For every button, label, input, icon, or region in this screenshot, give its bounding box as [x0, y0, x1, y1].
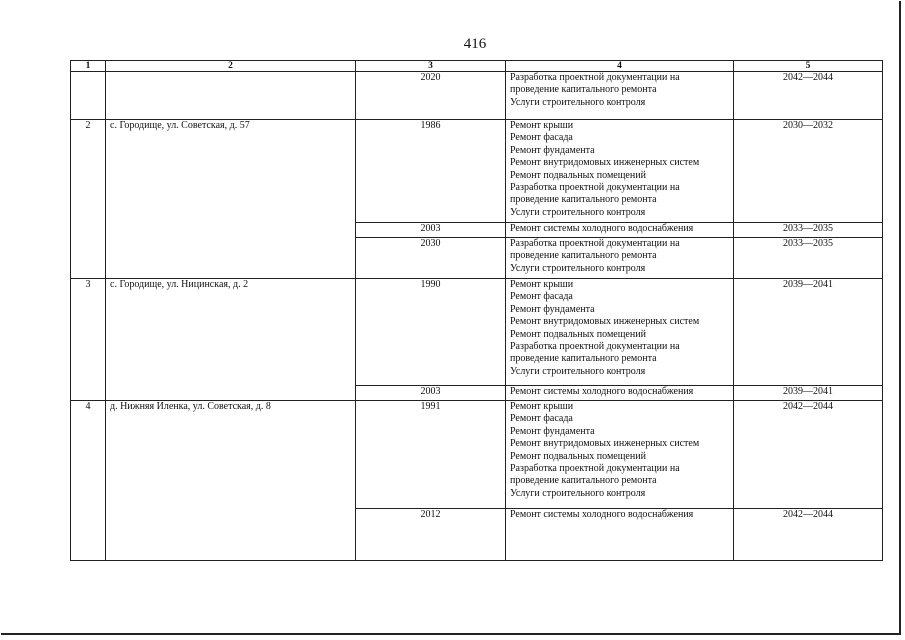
col-header-3: 3: [356, 61, 506, 72]
work-item: Услуги строительного контроля: [510, 206, 646, 218]
works-cell: [506, 401, 734, 509]
address-cell: с. Городище, ул. Ницинская, д. 2: [106, 279, 356, 401]
work-item: проведение капитального ремонта: [510, 475, 657, 487]
year-cell: 2012: [356, 509, 506, 561]
repair-schedule-table: [70, 60, 883, 561]
work-item: Разработка проектной документации на: [510, 463, 680, 475]
year-cell: 2020: [356, 72, 506, 120]
work-item: Разработка проектной документации на: [510, 238, 680, 249]
work-item: Услуги строительного контроля: [510, 365, 646, 377]
work-item: Ремонт фундамента: [510, 425, 595, 437]
row-number: 4: [71, 401, 106, 561]
year-cell: 1991: [356, 401, 506, 509]
address-cell: [106, 72, 356, 120]
period-cell: 2039—2041: [734, 386, 883, 401]
col-header-2: 2: [106, 61, 356, 72]
work-item: проведение капитального ремонта: [510, 250, 657, 262]
works-cell: [506, 72, 734, 120]
work-item: Ремонт крыши: [510, 401, 574, 412]
row-number: 3: [71, 279, 106, 401]
period-cell: 2042—2044: [734, 401, 883, 509]
period-cell: 2042—2044: [734, 72, 883, 120]
work-item: Ремонт фасада: [510, 413, 573, 425]
col-header-4: 4: [506, 61, 734, 72]
work-item: Ремонт фундамента: [510, 144, 595, 156]
work-item: Ремонт системы холодного водоснабжения: [510, 223, 694, 234]
period-cell: 2042—2044: [734, 509, 883, 561]
work-item: Ремонт фундамента: [510, 303, 595, 315]
table-row: [71, 279, 883, 386]
table-header-row: [71, 61, 883, 72]
row-number: [71, 72, 106, 120]
work-item: Ремонт фасада: [510, 132, 573, 144]
work-item: проведение капитального ремонта: [510, 84, 657, 96]
work-item: Ремонт крыши: [510, 279, 574, 290]
work-item: Ремонт подвальных помещений: [510, 169, 646, 181]
works-cell: [506, 386, 734, 401]
work-item: Ремонт фасада: [510, 291, 573, 303]
col-header-5: 5: [734, 61, 883, 72]
work-item: Услуги строительного контроля: [510, 96, 646, 108]
work-item: Ремонт внутридомовых инженерных систем: [510, 316, 700, 328]
work-item: Ремонт внутридомовых инженерных систем: [510, 157, 700, 169]
col-header-1: 1: [71, 61, 106, 72]
work-item: Ремонт системы холодного водоснабжения: [510, 509, 694, 520]
year-cell: 1990: [356, 279, 506, 386]
work-item: Ремонт подвальных помещений: [510, 328, 646, 340]
period-cell: 2039—2041: [734, 279, 883, 386]
works-cell: [506, 238, 734, 279]
work-item: проведение капитального ремонта: [510, 353, 657, 365]
work-item: Разработка проектной документации на: [510, 72, 680, 83]
period-cell: 2030—2032: [734, 120, 883, 223]
works-cell: [506, 120, 734, 223]
period-cell: 2033—2035: [734, 238, 883, 279]
row-number: 2: [71, 120, 106, 279]
work-item: Ремонт системы холодного водоснабжения: [510, 386, 694, 397]
table-row: [71, 401, 883, 509]
address-cell: д. Нижняя Иленка, ул. Советская, д. 8: [106, 401, 356, 561]
work-item: проведение капитального ремонта: [510, 194, 657, 206]
work-item: Ремонт внутридомовых инженерных систем: [510, 438, 700, 450]
page-number: 416: [463, 36, 487, 52]
works-cell: [506, 223, 734, 238]
period-cell: 2033—2035: [734, 223, 883, 238]
address-cell: с. Городище, ул. Советская, д. 57: [106, 120, 356, 279]
works-cell: [506, 279, 734, 386]
year-cell: 1986: [356, 120, 506, 223]
table-row: [71, 120, 883, 223]
table-body: [71, 72, 883, 561]
year-cell: 2030: [356, 238, 506, 279]
year-cell: 2003: [356, 223, 506, 238]
work-item: Разработка проектной документации на: [510, 182, 680, 194]
work-item: Ремонт подвальных помещений: [510, 450, 646, 462]
work-item: Услуги строительного контроля: [510, 262, 646, 274]
year-cell: 2003: [356, 386, 506, 401]
work-item: Услуги строительного контроля: [510, 487, 646, 499]
work-item: Разработка проектной документации на: [510, 341, 680, 353]
works-cell: [506, 509, 734, 561]
table-row: [71, 72, 883, 120]
work-item: Ремонт крыши: [510, 120, 574, 131]
